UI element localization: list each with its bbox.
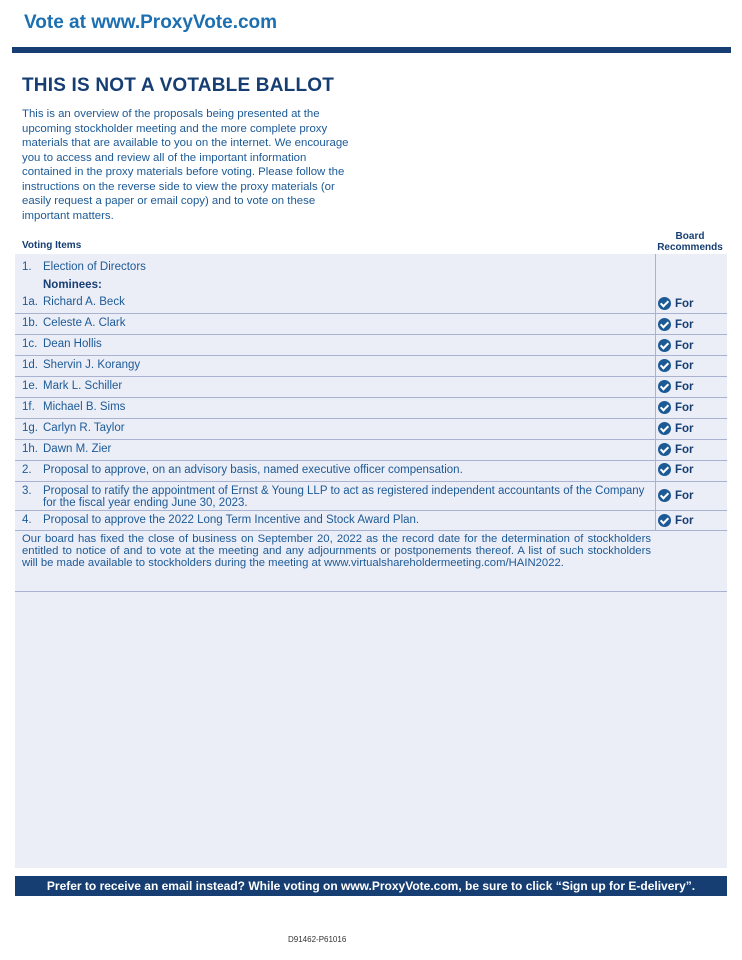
record-date-note: Our board has fixed the close of business on September 20, 2022 as the record date for the determination of stockholders entitled to notice of and to vote at the meeting and any adjournments or postponements thereof. A list of such stockholders will be made available to stockholders during the meeting at www.virtualshareholdermeeting.com/HAIN2022.	[22, 533, 651, 569]
recommendation-badge: For	[658, 443, 694, 456]
item-number: 4.	[22, 514, 32, 526]
recommendation-badge: For	[658, 489, 694, 502]
check-icon	[658, 443, 671, 456]
header-link-title: Vote at www.ProxyVote.com	[24, 12, 278, 33]
item-number: 1a.	[22, 296, 38, 308]
check-icon	[658, 297, 671, 310]
item-number: 1.	[22, 261, 32, 273]
check-icon	[658, 380, 671, 393]
item-text: Celeste A. Clark	[43, 317, 126, 329]
item-text: Michael B. Sims	[43, 401, 126, 413]
check-icon	[658, 339, 671, 352]
recommendation-badge: For	[658, 401, 694, 414]
item-text: Election of Directors	[43, 261, 146, 273]
table-row	[15, 440, 727, 461]
recommendation-badge: For	[658, 339, 694, 352]
recommendation-badge: For	[658, 359, 694, 372]
table-row	[15, 314, 727, 335]
item-text: Mark L. Schiller	[43, 380, 123, 392]
item-number: 1e.	[22, 380, 38, 392]
item-text: Proposal to ratify the appointment of Ernst & Young LLP to act as registered independent accountants of the Company for the fiscal year ending June 30, 2023.	[43, 485, 645, 509]
voting-items-header: Voting Items	[22, 240, 82, 251]
item-number: 1b.	[22, 317, 38, 329]
intro-paragraph: This is an overview of the proposals being presented at the upcoming stockholder meeting and the more complete proxy materials that are available to you on the internet. We encourage you to access and review all of the important information contained in the proxy materials before voting. Please follow the instructions on the reverse side to view the proxy materials (or easily request a paper or email copy) and to vote on these important matters.	[22, 108, 349, 222]
recommendation-badge: For	[658, 297, 694, 310]
item-text: Proposal to approve, on an advisory basis, named executive officer compensation.	[43, 464, 463, 476]
recommendation-badge: For	[658, 514, 694, 527]
check-icon	[658, 514, 671, 527]
item-text: Richard A. Beck	[43, 296, 125, 308]
recommendation-badge: For	[658, 463, 694, 476]
item-text: Dawn M. Zier	[43, 443, 112, 455]
item-text: Carlyn R. Taylor	[43, 422, 125, 434]
table-row	[15, 398, 727, 419]
item-number: 1d.	[22, 359, 38, 371]
table-row	[15, 335, 727, 356]
check-icon	[658, 422, 671, 435]
table-row	[15, 356, 727, 377]
table-row	[15, 254, 727, 314]
item-number: 2.	[22, 464, 32, 476]
item-number: 3.	[22, 485, 32, 497]
recommendation-badge: For	[658, 380, 694, 393]
item-number: 1h.	[22, 443, 38, 455]
board-recommends-header: Board Recommends	[657, 231, 723, 253]
nominees-label: Nominees:	[43, 279, 102, 291]
edelivery-banner: Prefer to receive an email instead? While voting on www.ProxyVote.com, be sure to click “Sign up for E-delivery”.	[15, 876, 727, 896]
item-text: Shervin J. Korangy	[43, 359, 141, 371]
table-row	[15, 511, 727, 531]
note-divider	[15, 591, 727, 592]
item-text: Proposal to approve the 2022 Long Term Incentive and Stock Award Plan.	[43, 514, 420, 526]
item-number: 1g.	[22, 422, 38, 434]
check-icon	[658, 401, 671, 414]
check-icon	[658, 359, 671, 372]
item-number: 1c.	[22, 338, 38, 350]
check-icon	[658, 318, 671, 331]
table-row	[15, 461, 727, 482]
page-title: THIS IS NOT A VOTABLE BALLOT	[22, 75, 335, 96]
item-number: 1f.	[22, 401, 35, 413]
recommendation-badge: For	[658, 422, 694, 435]
item-text: Dean Hollis	[43, 338, 102, 350]
check-icon	[658, 489, 671, 502]
document-code: D91462-P61016	[288, 935, 347, 944]
recommendation-badge: For	[658, 318, 694, 331]
table-row	[15, 482, 727, 511]
table-row	[15, 419, 727, 440]
table-row	[15, 377, 727, 398]
check-icon	[658, 463, 671, 476]
header-divider	[12, 47, 731, 53]
